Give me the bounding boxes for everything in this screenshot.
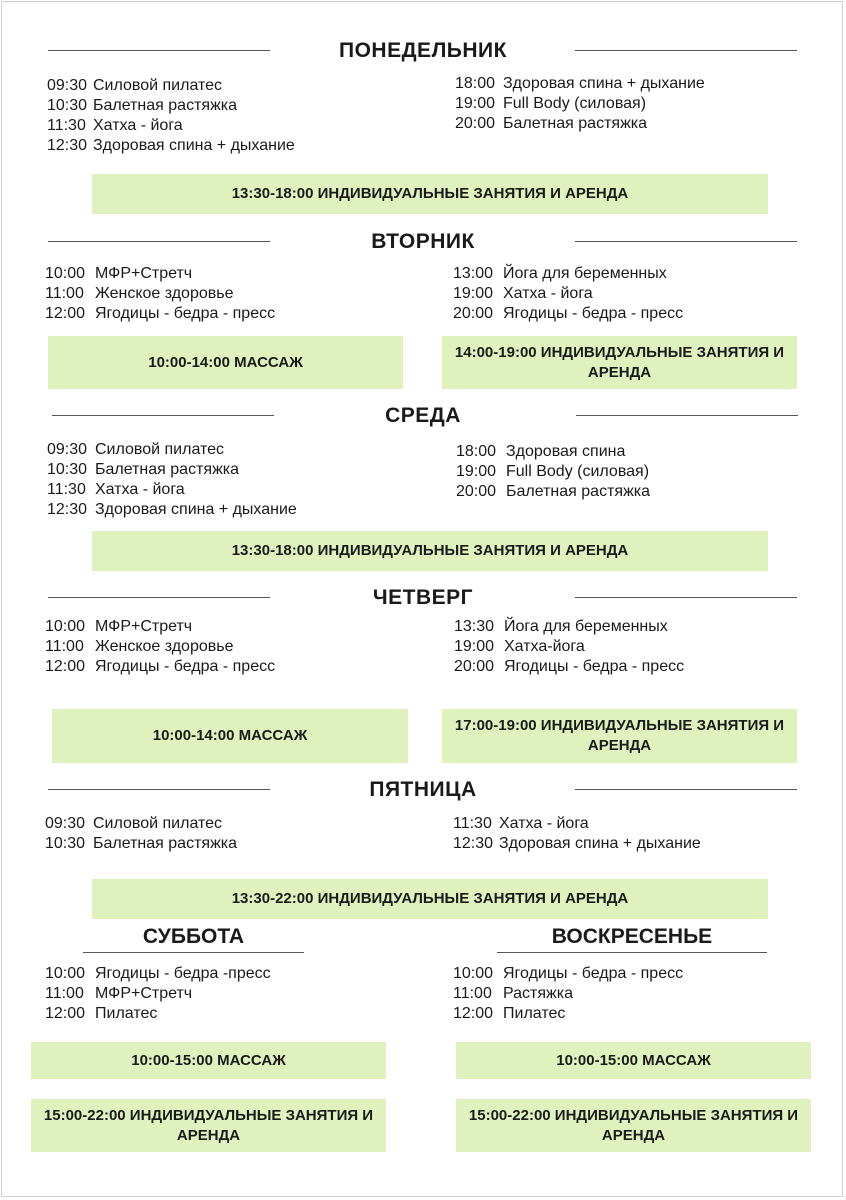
schedule-row bbox=[45, 304, 275, 324]
class-name: Балетная растяжка bbox=[506, 483, 651, 500]
schedule-row bbox=[45, 984, 271, 1004]
schedule-row bbox=[455, 94, 705, 114]
class-time: 10:30 bbox=[47, 461, 88, 478]
class-time: 11:00 bbox=[45, 638, 84, 655]
day-title: ЧЕТВЕРГ bbox=[372, 586, 474, 609]
day-header-sunday bbox=[497, 923, 767, 953]
schedule-row bbox=[45, 637, 275, 657]
class-name: Силовой пилатес bbox=[93, 77, 223, 94]
schedule-row bbox=[47, 116, 295, 136]
schedule-row bbox=[453, 284, 683, 304]
class-name: Пилатес bbox=[503, 1005, 566, 1022]
class-name: Силовой пилатес bbox=[93, 815, 223, 832]
schedule-row bbox=[47, 440, 297, 460]
class-name: Здоровая спина + дыхание bbox=[499, 835, 701, 852]
class-time: 10:30 bbox=[47, 97, 88, 114]
class-time: 20:00 bbox=[454, 658, 495, 675]
class-name: Балетная растяжка bbox=[95, 461, 240, 478]
massage-box-sunday: 10:00-15:00 МАССАЖ bbox=[456, 1042, 811, 1079]
schedule-sunday bbox=[453, 964, 683, 1024]
schedule-row bbox=[45, 264, 275, 284]
schedule-row bbox=[454, 657, 684, 677]
schedule-row bbox=[47, 460, 297, 480]
schedule-right-wednesday bbox=[456, 442, 650, 502]
class-time: 10:00 bbox=[453, 965, 494, 982]
day-title: СУББОТА bbox=[142, 925, 245, 948]
rent-box-wednesday: 13:30-18:00 ИНДИВИДУАЛЬНЫЕ ЗАНЯТИЯ И АРЕНДА bbox=[92, 531, 768, 571]
schedule-row bbox=[454, 637, 684, 657]
class-time: 12:00 bbox=[45, 658, 86, 675]
header-rule-right bbox=[575, 597, 797, 598]
class-time: 12:30 bbox=[453, 835, 494, 852]
schedule-row bbox=[45, 657, 275, 677]
class-name: Хатха - йога bbox=[503, 285, 593, 302]
header-rule-right bbox=[576, 415, 798, 416]
schedule-row bbox=[455, 114, 705, 134]
class-name: МФР+Стретч bbox=[95, 618, 193, 635]
day-title: СРЕДА bbox=[385, 404, 461, 427]
class-time: 20:00 bbox=[456, 483, 497, 500]
class-name: Хатха - йога bbox=[93, 117, 183, 134]
class-name: Ягодицы - бедра -пресс bbox=[95, 965, 271, 982]
class-time: 19:00 bbox=[453, 285, 494, 302]
class-name: Ягодицы - бедра - пресс bbox=[95, 658, 276, 675]
schedule-right-friday bbox=[453, 814, 701, 854]
schedule-row bbox=[453, 964, 683, 984]
class-name: Хатха - йога bbox=[95, 481, 185, 498]
class-time: 10:00 bbox=[45, 265, 86, 282]
schedule-left-wednesday bbox=[47, 440, 297, 520]
schedule-row bbox=[453, 304, 683, 324]
schedule-left-friday bbox=[45, 814, 237, 854]
class-time: 11:00 bbox=[45, 285, 84, 302]
schedule-row bbox=[456, 442, 650, 462]
class-time: 09:30 bbox=[47, 441, 88, 458]
rent-box-tuesday: 14:00-19:00 ИНДИВИДУАЛЬНЫЕ ЗАНЯТИЯ И АРЕНДА bbox=[442, 336, 797, 389]
header-rule-right bbox=[575, 241, 797, 242]
class-time: 18:00 bbox=[456, 443, 497, 460]
class-name: Здоровая спина + дыхание bbox=[503, 75, 705, 92]
class-name: Растяжка bbox=[503, 985, 573, 1002]
massage-box-tuesday: 10:00-14:00 МАССАЖ bbox=[48, 336, 403, 389]
class-name: Full Body (силовая) bbox=[506, 463, 650, 480]
schedule-row bbox=[45, 834, 237, 854]
schedule-left-tuesday bbox=[45, 264, 275, 324]
schedule-row bbox=[453, 814, 701, 834]
header-rule bbox=[83, 952, 304, 953]
schedule-row bbox=[47, 136, 295, 156]
schedule-row bbox=[45, 1004, 271, 1024]
class-name: Йога для беременных bbox=[503, 265, 667, 282]
day-header-thursday bbox=[0, 585, 846, 611]
class-time: 11:30 bbox=[47, 481, 86, 498]
class-time: 19:00 bbox=[456, 463, 497, 480]
class-name: Здоровая спина + дыхание bbox=[95, 501, 297, 518]
schedule-left-monday bbox=[47, 76, 295, 156]
schedule-right-monday bbox=[455, 74, 705, 134]
class-time: 09:30 bbox=[45, 815, 86, 832]
day-header-friday bbox=[0, 777, 846, 803]
class-time: 10:30 bbox=[45, 835, 86, 852]
class-name: Здоровая спина + дыхание bbox=[93, 137, 295, 154]
class-time: 11:30 bbox=[453, 815, 492, 832]
schedule-saturday bbox=[45, 964, 271, 1024]
class-name: Йога для беременных bbox=[504, 618, 668, 635]
schedule-right-tuesday bbox=[453, 264, 683, 324]
schedule-row bbox=[453, 984, 683, 1004]
schedule-row bbox=[453, 834, 701, 854]
massage-box-thursday: 10:00-14:00 МАССАЖ bbox=[52, 709, 408, 763]
class-name: Силовой пилатес bbox=[95, 441, 225, 458]
class-time: 13:30 bbox=[454, 618, 495, 635]
schedule-row bbox=[455, 74, 705, 94]
class-time: 11:30 bbox=[47, 117, 86, 134]
class-name: Хатха - йога bbox=[499, 815, 589, 832]
class-time: 20:00 bbox=[453, 305, 494, 322]
class-name: Балетная растяжка bbox=[93, 97, 238, 114]
class-name: Хатха-йога bbox=[504, 638, 585, 655]
rent-box-thursday: 17:00-19:00 ИНДИВИДУАЛЬНЫЕ ЗАНЯТИЯ И АРЕНДА bbox=[442, 709, 797, 763]
schedule-row bbox=[45, 814, 237, 834]
massage-box-saturday: 10:00-15:00 МАССАЖ bbox=[31, 1042, 386, 1079]
header-rule-right bbox=[575, 789, 797, 790]
day-title: ВОСКРЕСЕНЬЕ bbox=[551, 925, 713, 948]
class-name: МФР+Стретч bbox=[95, 985, 193, 1002]
day-header-saturday bbox=[83, 923, 304, 953]
class-time: 09:30 bbox=[47, 77, 88, 94]
class-time: 12:00 bbox=[45, 1005, 86, 1022]
class-time: 12:30 bbox=[47, 501, 88, 518]
rent-box-saturday: 15:00-22:00 ИНДИВИДУАЛЬНЫЕ ЗАНЯТИЯ И АРЕНДА bbox=[31, 1099, 386, 1152]
class-name: Женское здоровье bbox=[95, 285, 234, 302]
schedule-row bbox=[45, 284, 275, 304]
class-time: 19:00 bbox=[454, 638, 495, 655]
schedule-left-thursday bbox=[45, 617, 275, 677]
class-time: 10:00 bbox=[45, 965, 86, 982]
schedule-row bbox=[47, 96, 295, 116]
day-header-tuesday bbox=[0, 229, 846, 255]
day-title: ВТОРНИК bbox=[371, 230, 475, 253]
rent-box-monday: 13:30-18:00 ИНДИВИДУАЛЬНЫЕ ЗАНЯТИЯ И АРЕНДА bbox=[92, 174, 768, 214]
schedule-row bbox=[454, 617, 684, 637]
class-name: Балетная растяжка bbox=[503, 115, 648, 132]
class-time: 11:00 bbox=[45, 985, 84, 1002]
class-time: 12:00 bbox=[45, 305, 86, 322]
schedule-row bbox=[453, 264, 683, 284]
schedule-row bbox=[45, 617, 275, 637]
day-title: ПОНЕДЕЛЬНИК bbox=[339, 39, 507, 62]
schedule-row bbox=[47, 500, 297, 520]
class-name: Здоровая спина bbox=[506, 443, 626, 460]
class-time: 10:00 bbox=[45, 618, 86, 635]
class-time: 12:30 bbox=[47, 137, 88, 154]
class-name: МФР+Стретч bbox=[95, 265, 193, 282]
day-header-monday bbox=[0, 38, 846, 64]
class-name: Пилатес bbox=[95, 1005, 158, 1022]
header-rule-right bbox=[575, 50, 797, 51]
day-title: ПЯТНИЦА bbox=[369, 778, 477, 801]
class-name: Ягодицы - бедра - пресс bbox=[504, 658, 685, 675]
schedule-row bbox=[47, 76, 295, 96]
schedule-right-thursday bbox=[454, 617, 684, 677]
class-time: 12:00 bbox=[453, 1005, 494, 1022]
class-time: 13:00 bbox=[453, 265, 494, 282]
rent-box-sunday: 15:00-22:00 ИНДИВИДУАЛЬНЫЕ ЗАНЯТИЯ И АРЕНДА bbox=[456, 1099, 811, 1152]
class-name: Балетная растяжка bbox=[93, 835, 238, 852]
class-time: 19:00 bbox=[455, 95, 496, 112]
day-header-wednesday bbox=[0, 403, 846, 429]
schedule-row bbox=[456, 462, 650, 482]
class-name: Full Body (силовая) bbox=[503, 95, 647, 112]
class-name: Женское здоровье bbox=[95, 638, 234, 655]
class-name: Ягодицы - бедра - пресс bbox=[503, 305, 684, 322]
schedule-row bbox=[456, 482, 650, 502]
schedule-row bbox=[47, 480, 297, 500]
class-time: 18:00 bbox=[455, 75, 496, 92]
rent-box-friday: 13:30-22:00 ИНДИВИДУАЛЬНЫЕ ЗАНЯТИЯ И АРЕНДА bbox=[92, 879, 768, 919]
class-name: Ягодицы - бедра - пресс bbox=[95, 305, 276, 322]
class-time: 11:00 bbox=[453, 985, 492, 1002]
class-time: 20:00 bbox=[455, 115, 496, 132]
schedule-row bbox=[453, 1004, 683, 1024]
schedule-row bbox=[45, 964, 271, 984]
class-name: Ягодицы - бедра - пресс bbox=[503, 965, 684, 982]
header-rule bbox=[497, 952, 767, 953]
